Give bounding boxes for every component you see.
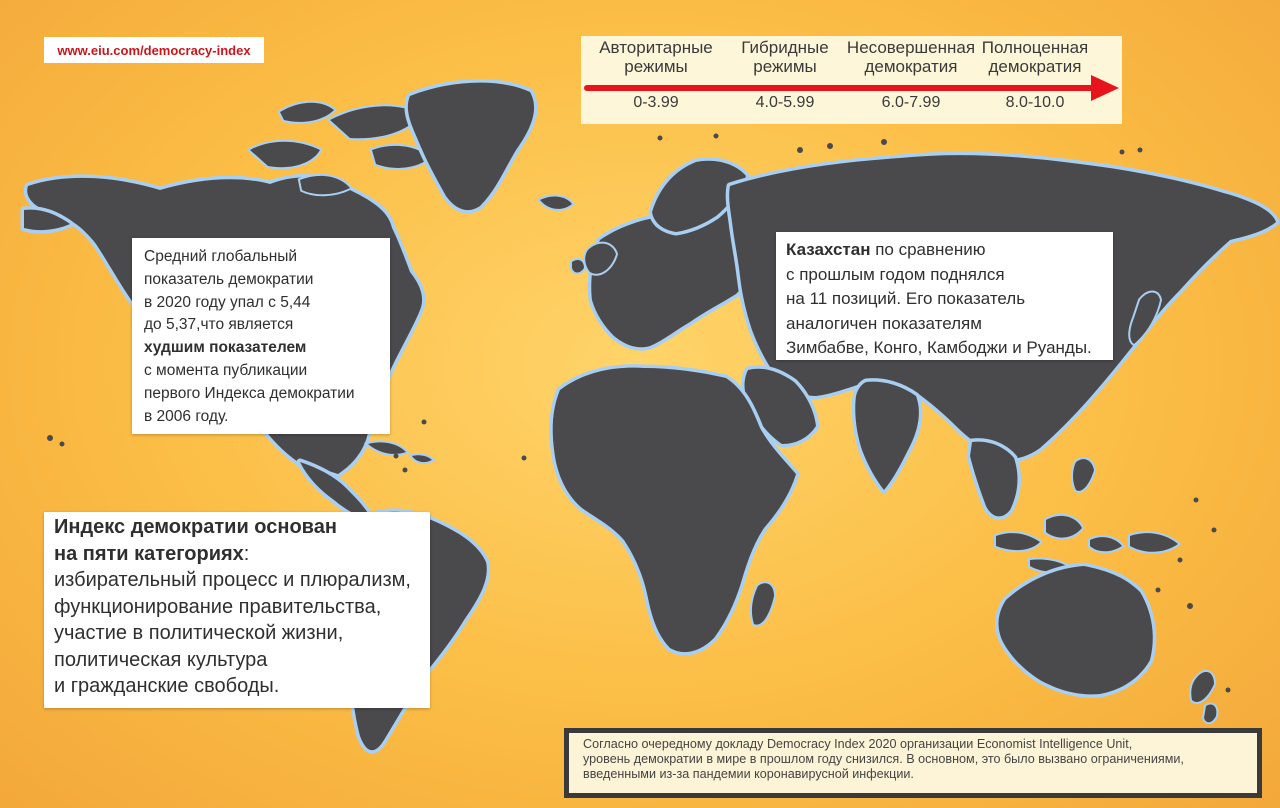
greenland	[408, 83, 534, 210]
british-isles	[572, 244, 616, 274]
footer-line: уровень демократии в мире в прошлом году снизился. В основном, это было вызвано ограничениями,	[583, 752, 1184, 766]
legend-range: 6.0-7.99	[881, 94, 941, 111]
footer-text	[569, 733, 1257, 793]
kazakhstan-note	[776, 232, 1113, 360]
note-line: по сравнению	[870, 240, 986, 259]
footer-line: введенными из-за пандемии коронавирусной инфекции.	[583, 767, 914, 781]
kazakhstan-label: Казахстан	[786, 240, 871, 259]
category-item: избирательный процесс и плюрализм,	[54, 569, 411, 591]
note-line: аналогичен показателям	[786, 313, 982, 333]
australia	[999, 566, 1153, 694]
legend-category-subtitle: режимы	[753, 57, 817, 76]
note-line: с момента публикации	[144, 361, 308, 379]
category-item: участие в политической жизни,	[54, 622, 344, 644]
note-line: Зимбабве, Конго, Камбоджи и Руанды.	[786, 338, 1092, 357]
note-line: Средний глобальный	[144, 248, 298, 265]
legend-category-subtitle: демократия	[988, 57, 1082, 76]
note-line: в 2006 году.	[144, 407, 229, 425]
new-zealand	[1191, 672, 1216, 722]
note-line: до 5,37,что является	[144, 316, 294, 334]
source-link[interactable]: www.eiu.com/democracy-index	[44, 37, 264, 63]
legend-category-subtitle: демократия	[864, 57, 958, 76]
note-line: в 2020 году упал с 5,44	[144, 293, 311, 311]
indian-subcontinent	[855, 382, 919, 490]
iceland	[540, 197, 572, 209]
legend-category-title: Полноценная	[981, 38, 1089, 57]
legend-category-subtitle: режимы	[624, 57, 688, 76]
note-line: на 11 позиций. Его показатель	[786, 289, 1026, 308]
legend-range: 8.0-10.0	[1005, 94, 1065, 111]
legend-range: 0-3.99	[633, 94, 679, 111]
category-item: и гражданские свободы.	[54, 675, 280, 697]
index-categories-note	[44, 512, 430, 708]
madagascar	[752, 583, 774, 624]
legend-range: 4.0-5.99	[755, 94, 815, 111]
note-line: с прошлым годом поднялся	[786, 264, 1005, 284]
category-item: политическая культура	[54, 648, 268, 671]
category-item: функционирование правительства,	[54, 595, 382, 618]
note-line: показатель демократии	[144, 270, 314, 288]
note-highlight: худшим показателем	[144, 339, 307, 357]
note-line: первого Индекса демократии	[144, 384, 355, 402]
categories-heading: на пяти категориях	[54, 542, 244, 565]
legend-category-title: Несовершенная	[846, 38, 976, 57]
legend-category-title: Авторитарные	[599, 38, 713, 57]
regime-legend	[581, 36, 1122, 124]
footer-line: Согласно очередному докладу Democracy Index 2020 организации Economist Intelligence Unit,	[583, 737, 1133, 751]
categories-heading: Индекс демократии основан	[54, 516, 337, 538]
legend-category-title: Гибридные	[741, 38, 829, 57]
southeast-asia	[970, 442, 1017, 517]
global-index-note	[132, 238, 390, 434]
philippines	[1073, 459, 1094, 491]
caribbean-islands	[368, 442, 432, 462]
footer-caption	[564, 728, 1262, 798]
categories-colon: :	[243, 542, 250, 565]
